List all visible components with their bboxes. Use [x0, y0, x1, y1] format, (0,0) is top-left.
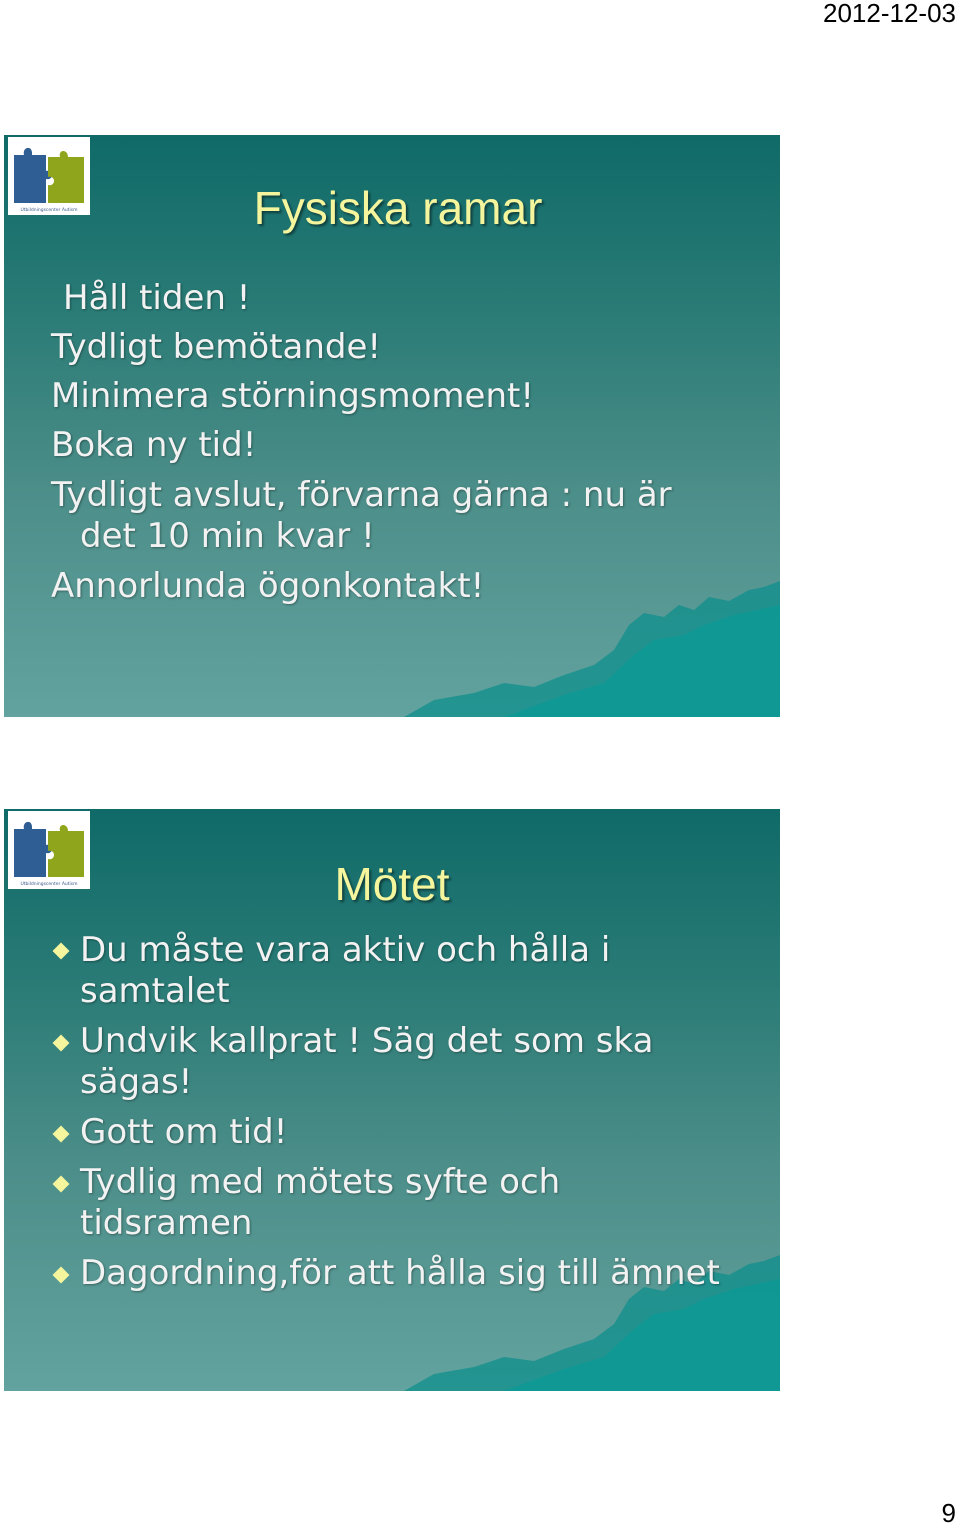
slide-fysiska-ramar [4, 135, 780, 717]
bullet-text: Du måste vara aktiv och hålla i [80, 930, 611, 970]
text-line: Tydligt avslut, förvarna gärna : nu är [51, 475, 672, 515]
bullet-text: tidsramen [80, 1203, 253, 1243]
logo-caption: Utbildningscenter Autism [20, 208, 78, 213]
bullet-text: Dagordning,för att hålla sig till ämnet [80, 1253, 720, 1293]
bullet-text: sägas! [80, 1062, 193, 1102]
text-line: Annorlunda ögonkontakt! [51, 566, 485, 606]
slide-title: Fysiska ramar [253, 182, 543, 234]
header-date: 2012-12-03 [823, 0, 956, 28]
bullet-text: Gott om tid! [80, 1112, 288, 1152]
bullet-text: Undvik kallprat ! Säg det som ska [80, 1021, 654, 1061]
bullet-text: samtalet [80, 971, 230, 1011]
text-line: Håll tiden ! [63, 278, 251, 318]
bullet-text: Tydlig med mötets syfte och [80, 1162, 561, 1202]
slide-title: Mötet [334, 858, 450, 910]
text-line: Boka ny tid! [51, 425, 257, 465]
slide-motet [4, 809, 780, 1391]
text-line: Minimera störningsmoment! [51, 376, 534, 416]
text-line: Tydligt bemötande! [51, 327, 382, 367]
text-line: det 10 min kvar ! [80, 516, 375, 556]
page-number: 9 [941, 1498, 956, 1528]
logo-caption: Utbildningscenter Autism [20, 882, 78, 887]
